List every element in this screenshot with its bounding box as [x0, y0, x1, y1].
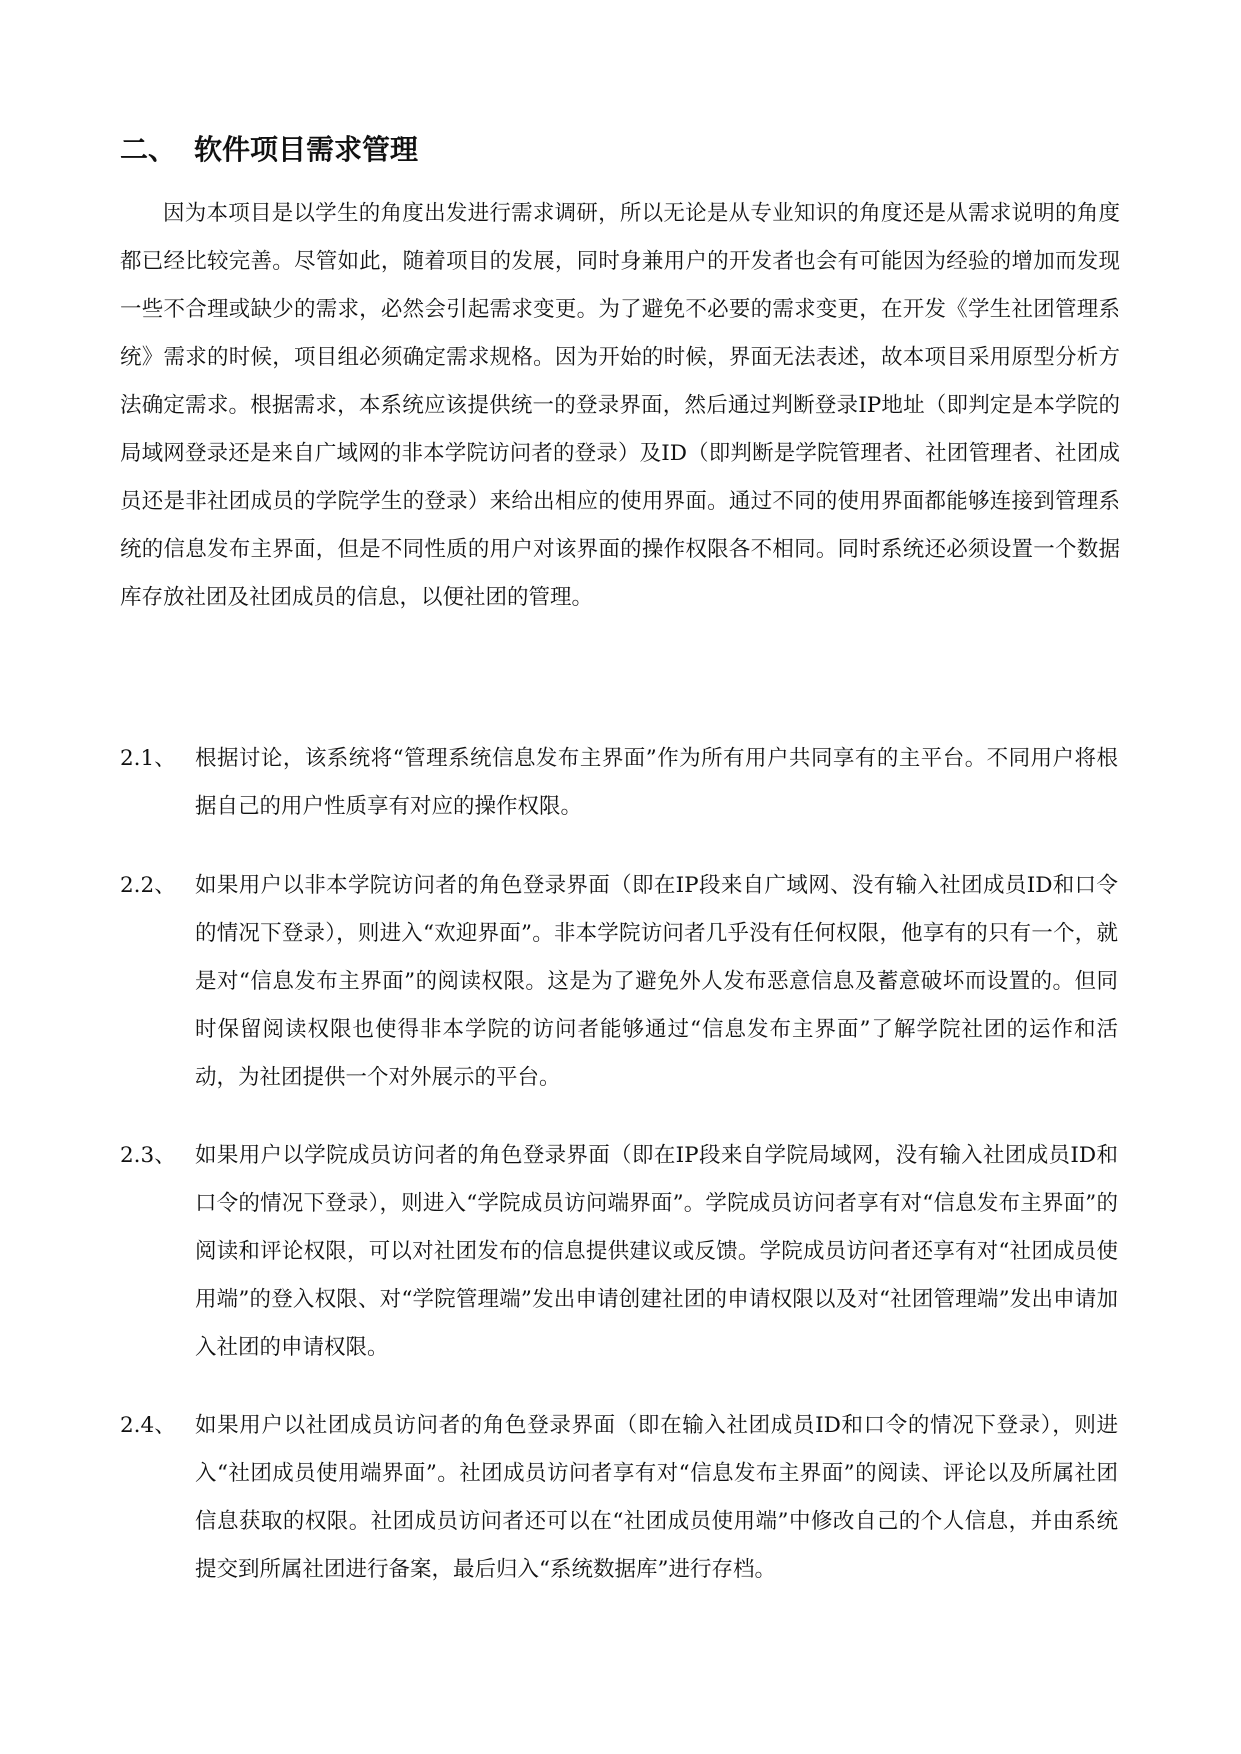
section-number: 二、: [120, 133, 177, 166]
section-heading: [120, 130, 418, 170]
list-item-text: 如果用户以学院成员访问者的角色登录界面（即在IP段来自学院局域网，没有输入社团成员ID和口令的情况下登录），则进入“学院成员访问端界面”。学院成员访问者享有对“信息发布主界面”的阅读和评论权限，可以对社团发布的信息提供建议或反馈。学院成员访问者还享有对“社团成员使用端”的登入权限、对“学院管理端”发出申请创建社团的申请权限以及对“社团管理端”发出申请加入社团的申请权限。: [195, 1143, 1118, 1360]
list-item-text: 如果用户以社团成员访问者的角色登录界面（即在输入社团成员ID和口令的情况下登录），则进入“社团成员使用端界面”。社团成员访问者享有对“信息发布主界面”的阅读、评论以及所属社团信息获取的权限。社团成员访问者还可以在“社团成员使用端”中修改自己的个人信息，并由系统提交到所属社团进行备案，最后归入“系统数据库”进行存档。: [195, 1413, 1118, 1582]
list-item-number: 2.1、: [120, 746, 176, 771]
list-item-text: 如果用户以非本学院访问者的角色登录界面（即在IP段来自广域网、没有输入社团成员ID和口令的情况下登录），则进入“欢迎界面”。非本学院访问者几乎没有任何权限，他享有的只有一个，就是对“信息发布主界面”的阅读权限。这是为了避免外人发布恶意信息及蓄意破坏而设置的。但同时保留阅读权限也使得非本学院的访问者能够通过“信息发布主界面”了解学院社团的运作和活动，为社团提供一个对外展示的平台。: [195, 873, 1118, 1090]
list-item-number: 2.4、: [120, 1413, 176, 1438]
intro-paragraph: 因为本项目是以学生的角度出发进行需求调研，所以无论是从专业知识的角度还是从需求说明的角度都已经比较完善。尽管如此，随着项目的发展，同时身兼用户的开发者也会有可能因为经验的增加而发现一些不合理或缺少的需求，必然会引起需求变更。为了避免不必要的需求变更，在开发《学生社团管理系统》需求的时候，项目组必须确定需求规格。因为开始的时候，界面无法表述，故本项目采用原型分析方法确定需求。根据需求，本系统应该提供统一的登录界面，然后通过判断登录IP地址（即判定是本学院的局域网登录还是来自广域网的非本学院访问者的登录）及ID（即判断是学院管理者、社团管理者、社团成员还是非社团成员的学院学生的登录）来给出相应的使用界面。通过不同的使用界面都能够连接到管理系统的信息发布主界面，但是不同性质的用户对该界面的操作权限各不相同。同时系统还必须设置一个数据库存放社团及社团成员的信息，以便社团的管理。: [120, 201, 1120, 610]
list-item-number: 2.2、: [120, 873, 176, 898]
section-title: 软件项目需求管理: [194, 133, 419, 166]
list-item-text: 根据讨论，该系统将“管理系统信息发布主界面”作为所有用户共同享有的主平台。不同用户将根据自己的用户性质享有对应的操作权限。: [195, 746, 1118, 819]
list-item-number: 2.3、: [120, 1143, 176, 1168]
